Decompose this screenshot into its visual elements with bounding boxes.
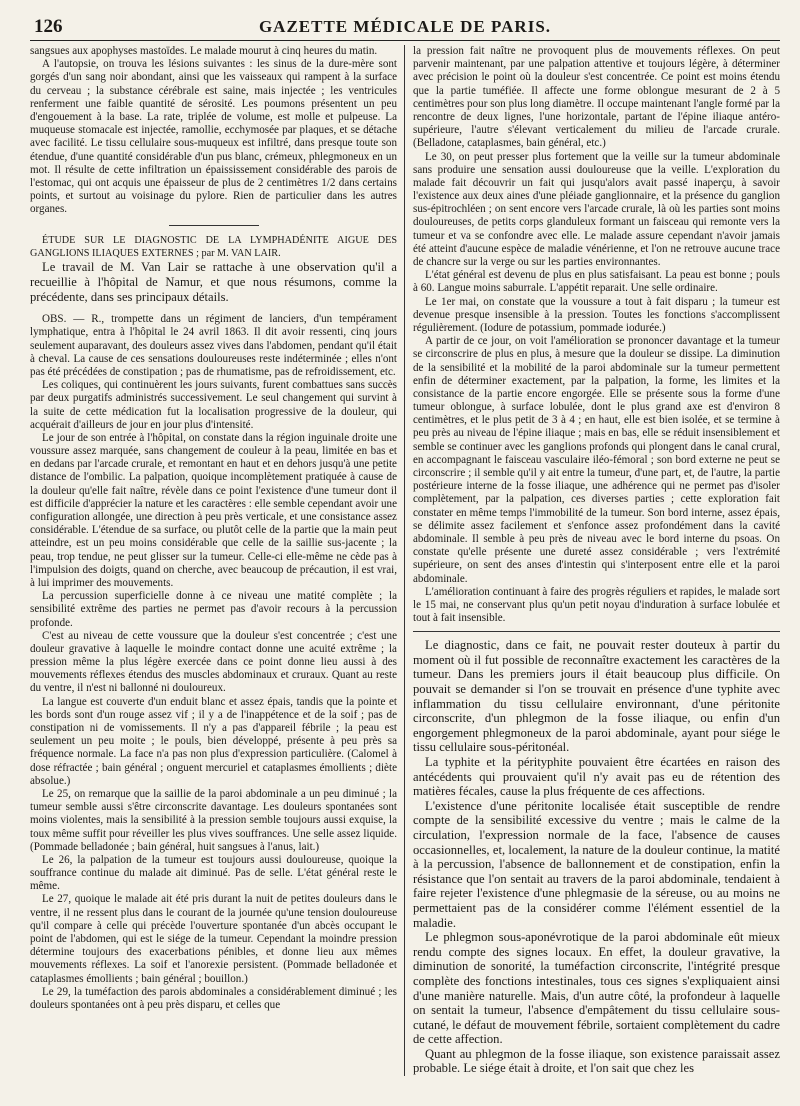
- paragraph: La percussion superficielle donne à ce niveau une matité complète ; la sensibilité extrême des parties ne permet pas d'avoir recours à la percussion profonde.: [30, 590, 397, 629]
- article-title: ÉTUDE SUR LE DIAGNOSTIC DE LA LYMPHADÉNITE AIGUE DES GANGLIONS ILIAQUES EXTERNES ; par M. VAN LAIR.: [30, 235, 397, 260]
- paragraph: Le 26, la palpation de la tumeur est toujours aussi douloureuse, quoique la souffrance continue du malade ait diminué. Pas de selle. L'état général reste le même.: [30, 853, 397, 893]
- paragraph: Le phlegmon sous-aponévrotique de la paroi abdominale eût mieux rendu compte des signes locaux. En effet, la douleur gravative, la diminution de sonorité, la tuméfaction circonscrite, l'intégrité presque complète des fonctions intestinales, tous ces signes s'expliquaient ainsi d'une manière naturelle. Mais, d'un autre côté, la profondeur à laquelle on sentait la tumeur, l'absence d'empâtement du tissu cellulaire sous-cutané, le défaut de mouvement fébrile, sortaient complètement du cadre de cette affection.: [413, 930, 780, 1047]
- paragraph: La langue est couverte d'un enduit blanc et assez épais, tandis que la pointe et les bords sont d'un rouge assez vif ; il y a de l'inappétence et de la soif ; pas de constipation ni de vomissements. Il n'y a pas d'appareil fébrile ; la peau est seulement un peu moite ; le pouls, bien développé, présente à peu près sa fréquence normale. La face n'a pas non plus d'expression particulière. (Calomel à dose réfractée ; bain général ; onguent mercuriel et cataplasmes émollients ; diète absolue.): [30, 695, 397, 787]
- left-column: [30, 45, 404, 1076]
- paragraph: Le 29, la tuméfaction des parois abdominales a considérablement diminué ; les douleurs spontanées ont à peu près disparu, et celles que: [30, 985, 397, 1011]
- paragraph: L'existence d'une péritonite localisée était susceptible de rendre compte de la sensibilité excessive du ventre ; mais le calme de la circulation, l'expression normale de la face, l'absence de causes occasionnelles, et, localement, la nature de la douleur continue, la matité à la percussion, l'absence de ballonnement et de constipation, enfin la résistance que l'on sentait au travers de la paroi abdominale, tendaient à faire rejeter l'existence d'une phlegmasie de la séreuse, ou au moins ne permettaient pas de la considérer comme l'élément essentiel de la maladie.: [413, 798, 780, 930]
- paragraph: Le diagnostic, dans ce fait, ne pouvait rester douteux à partir du moment où il fut possible de reconnaître exactement les caractères de la tumeur. Dans les premiers jours il était beaucoup plus difficile. On pouvait se demander si l'on se trouvait en présence d'une typhite avec inflammation du tissu cellulaire environnant, d'une péritonite circonscrite, d'un phlegmon de la fosse iliaque, ou enfin d'un engorgement phlegmoneux de la paroi abdominale, ayant pour siége le tissu cellulaire sous-péritonéal.: [413, 638, 780, 755]
- page-number: 126: [34, 16, 63, 37]
- paragraph: OBS. — R., trompette dans un régiment de lanciers, d'un tempérament lymphatique, entra à l'hôpital le 24 avril 1863. Il dit avoir ressenti, cinq jours seulement auparavant, des douleurs assez vives dans l'abdomen, pendant qu'il était à cheval. La cause de ces sensations douloureuses reste indéterminée ; elles n'ont pas été précédées de constipation ; pas de rhumatisme, pas de refroidissement, etc.: [30, 313, 397, 378]
- article-intro: Le travail de M. Van Lair se rattache à une observation qu'il a recueillie à l'hôpital de Namur, et que nous résumons, comme la précédente, dans ses principaux détails.: [30, 260, 397, 304]
- section-divider: [169, 225, 259, 226]
- paragraph: Le 1er mai, on constate que la voussure a tout à fait disparu ; la tumeur est devenue presque insensible à la pression. Toutes les fonctions s'accomplissent régulièrement. (Iodure de potassium, pommade iodurée.): [413, 295, 780, 334]
- paragraph: C'est au niveau de cette voussure que la douleur s'est concentrée ; c'est une douleur gravative à laquelle le moindre contact donne une acuité extrême ; la pression même la plus légère exercée dans ce point donne lieu aussi à des mouvements réflexes étendus des muscles abdominaux et cruraux. Quant au reste du ventre, il n'est ni ballonné ni douloureux.: [30, 629, 397, 695]
- two-column-body: [30, 45, 780, 1076]
- paragraph: Les coliques, qui continuèrent les jours suivants, furent combattues sans succès par deux purgatifs administrés successivement. Le seul changement qui survint à la suite de cette médication fut la localisation progressive de la douleur, qui acquérait d'ailleurs de jour en jour plus d'intensité.: [30, 379, 397, 431]
- paragraph: Le 27, quoique le malade ait été pris durant la nuit de petites douleurs dans le ventre, il ne ressent plus dans le courant de la journée qu'une tension douloureuse qu'il compare à celle qui précède l'ouverture spontanée d'un abcès occupant le point de l'abdomen, qui est le siége de la tumeur. Cependant la moindre pression détermine toujours des exacerbations pénibles, et donne lieu aux mêmes mouvements réflexes. La soif et l'anorexie persistent. (Pommade belladonée et cataplasmes émollients ; bain général ; bouillon.): [30, 893, 397, 985]
- paragraph: sangsues aux apophyses mastoïdes. Le malade mourut à cinq heures du matin.: [30, 45, 378, 57]
- paragraph: Le jour de son entrée à l'hôpital, on constate dans la région inguinale droite une voussure assez marquée, sans changement de couleur à la peau, limitée en bas et en dedans par l'arcade crurale, et remontant en haut et en dehors jusqu'à une petite distance de l'ombilic. La palpation, quoique incomplètement pratiquée à cause de la douleur qu'elle fait naître, révèle dans ce point l'existence d'une tumeur dont il est difficile d'apprécier la nature et les caractères : elle semble cependant avoir une configuration allongée, une direction à peu près verticale, et une consistance assez considérable. L'étendue de sa surface, ou plutôt celle de la partie que la main peut atteindre, est un peu moins considérable que celle de la saillie sus-jacente ; la peau, trop tendue, ne peut glisser sur la tumeur. Celle-ci elle-même ne cède pas à l'impulsion des doigts, quand on cherche, avec beaucoup de précaution, il est vrai, à lui imprimer des mouvements.: [30, 431, 397, 589]
- paragraph: Quant au phlegmon de la fosse iliaque, son existence paraissait assez probable. Le siége était à droite, et l'on sait que chez les: [413, 1046, 780, 1076]
- paragraph: A l'autopsie, on trouva les lésions suivantes : les sinus de la dure-mère sont gorgés d'un sang noir abondant, ainsi que les vaisseaux qui rampent à la surface du cerveau ; la substance cérébrale est saine, mais injectée ; les ventricules renferment une faible quantité de sérosité. Les poumons présentent un peu d'engouement à la base. La rate, triplée de volume, est molle et pulpeuse. La muqueuse stomacale est injectée, ramollie, ecchymosée par plaques, et se détache avec facilité. Le tissu cellulaire sous-muqueux est infiltré, dans presque toute son étendue, d'une quantité considérable d'un pus blanc, crémeux, phlegmoneux en un mot. Il résulte de cette infiltration un épaississement considérable des parois de l'estomac, qui ont acquis une épaisseur de plus de 2 centimètres 1/2 dans certains points, et surtout au voisinage du pylore. Rien de particulier dans les autres organes.: [30, 58, 397, 216]
- paragraph: Le 30, on peut presser plus fortement que la veille sur la tumeur abdominale sans produire une sensation aussi douloureuse que la veille. L'exploration du malade fait découvrir un fait qui jusqu'alors avait passé inaperçu, à savoir l'existence aux deux aines d'une pléiade ganglionnaire, et la présence du ganglion sus-épitrochléen ; on sent encore vers l'arcade crurale, là où les parties sont moins douloureuses, de petits corps glanduleux formant un faisceau qui remonte vers la tumeur et va se confondre avec elle. Le malade assure cependant n'avoir jamais été atteint d'aucune espèce de maladie vénérienne, et l'on ne retrouve aucune trace de chancre sur la verge ou sur les parties environnantes.: [413, 150, 780, 268]
- right-column: [404, 45, 780, 1076]
- paragraph: Le 25, on remarque que la saillie de la paroi abdominale a un peu diminué ; la tumeur semble aussi s'être circonscrite davantage. Les douleurs spontanées sont moins violentes, mais la sensibilité à la pression semble toujours aussi exquise, la toux même suffit pour réveiller les plus vives souffrances. Une selle assez liquide. (Pommade belladonée ; bain général, huit sangsues à l'anus, lait.): [30, 787, 397, 853]
- paragraph: A partir de ce jour, on voit l'amélioration se prononcer davantage et la tumeur se circonscrire de plus en plus, à mesure que la douleur se dissipe. La diminution de la sensibilité et la mobilité de la paroi abdominale sur la tumeur permettent enfin de déterminer exactement, par la palpation, la forme, les limites et la consistance de la partie encore engorgée. Elle se présente sous la forme d'une tumeur oblongue, à surface lobulée, dont le plus grand axe est d'environ 8 centimètres, et le plus petit de 3 à 4 ; en haut, elle est bien isolée, et se termine à peu près au niveau de l'épine iliaque ; mais en bas, elle se réduit insensiblement et semble se continuer avec les ganglions profonds qui plongent dans le canal crural, en accompagnant le faisceau vasculaire iléo-fémoral ; son bord externe ne peut se circonscrire ; il semble qu'il y ait entre la tumeur, d'une part, et, de l'autre, la partie postérieure interne de la fosse iliaque, une adhérence qui ne permet pas d'isoler complètement, par la palpation, ces diverses parties ; cette exploration fait constater en même temps l'immobilité de la tumeur. Son bord interne, assez épais, se délimite assez facilement et s'enfonce assez profondément dans la cavité abdominale. Il semble à peu près de niveau avec le bord interne du psoas. On constate qu'elle présente une dureté assez considérable ; vers l'extrémité supérieure, on sent des anses d'intestin qui s'interposent entre elle et la paroi abdominale.: [413, 335, 780, 585]
- paragraph: L'amélioration continuant à faire des progrès réguliers et rapides, le malade sort le 15 mai, ne conservant plus qu'un petit noyau d'induration à surface lobulée et tout à fait insensible.: [413, 585, 780, 625]
- column-divider: [413, 631, 780, 632]
- paragraph: la pression fait naître ne provoquent plus de mouvements réflexes. On peut parvenir maintenant, par une palpation attentive et toujours légère, à déterminer avec précision le point où la douleur s'est concentrée. Ce point est moins étendu que la partie tuméfiée. Il affecte une forme oblongue mesurant de 2 à 5 centimètres pour son plus long diamètre. Il occupe maintenant l'angle formé par la rencontre de deux lignes, l'une horizontale, partant de l'épine iliaque antéro-supérieure, l'autre s'élevant verticalement du milieu de l'arcade crurale. (Belladone, cataplasmes, bain général, etc.): [413, 45, 780, 150]
- paragraph: L'état général est devenu de plus en plus satisfaisant. La peau est bonne ; pouls à 60. Langue moins saburrale. L'appétit reparait. Une selle ordinaire.: [413, 269, 780, 295]
- running-title: GAZETTE MÉDICALE DE PARIS.: [258, 17, 552, 36]
- paragraph: La typhite et la pérityphite pouvaient être écartées en raison des antécédents qui prouvaient qu'il n'y avait pas eu de rétention des matières fécales, cause la plus fréquente de ces affections.: [413, 755, 780, 799]
- page-header: [30, 10, 780, 41]
